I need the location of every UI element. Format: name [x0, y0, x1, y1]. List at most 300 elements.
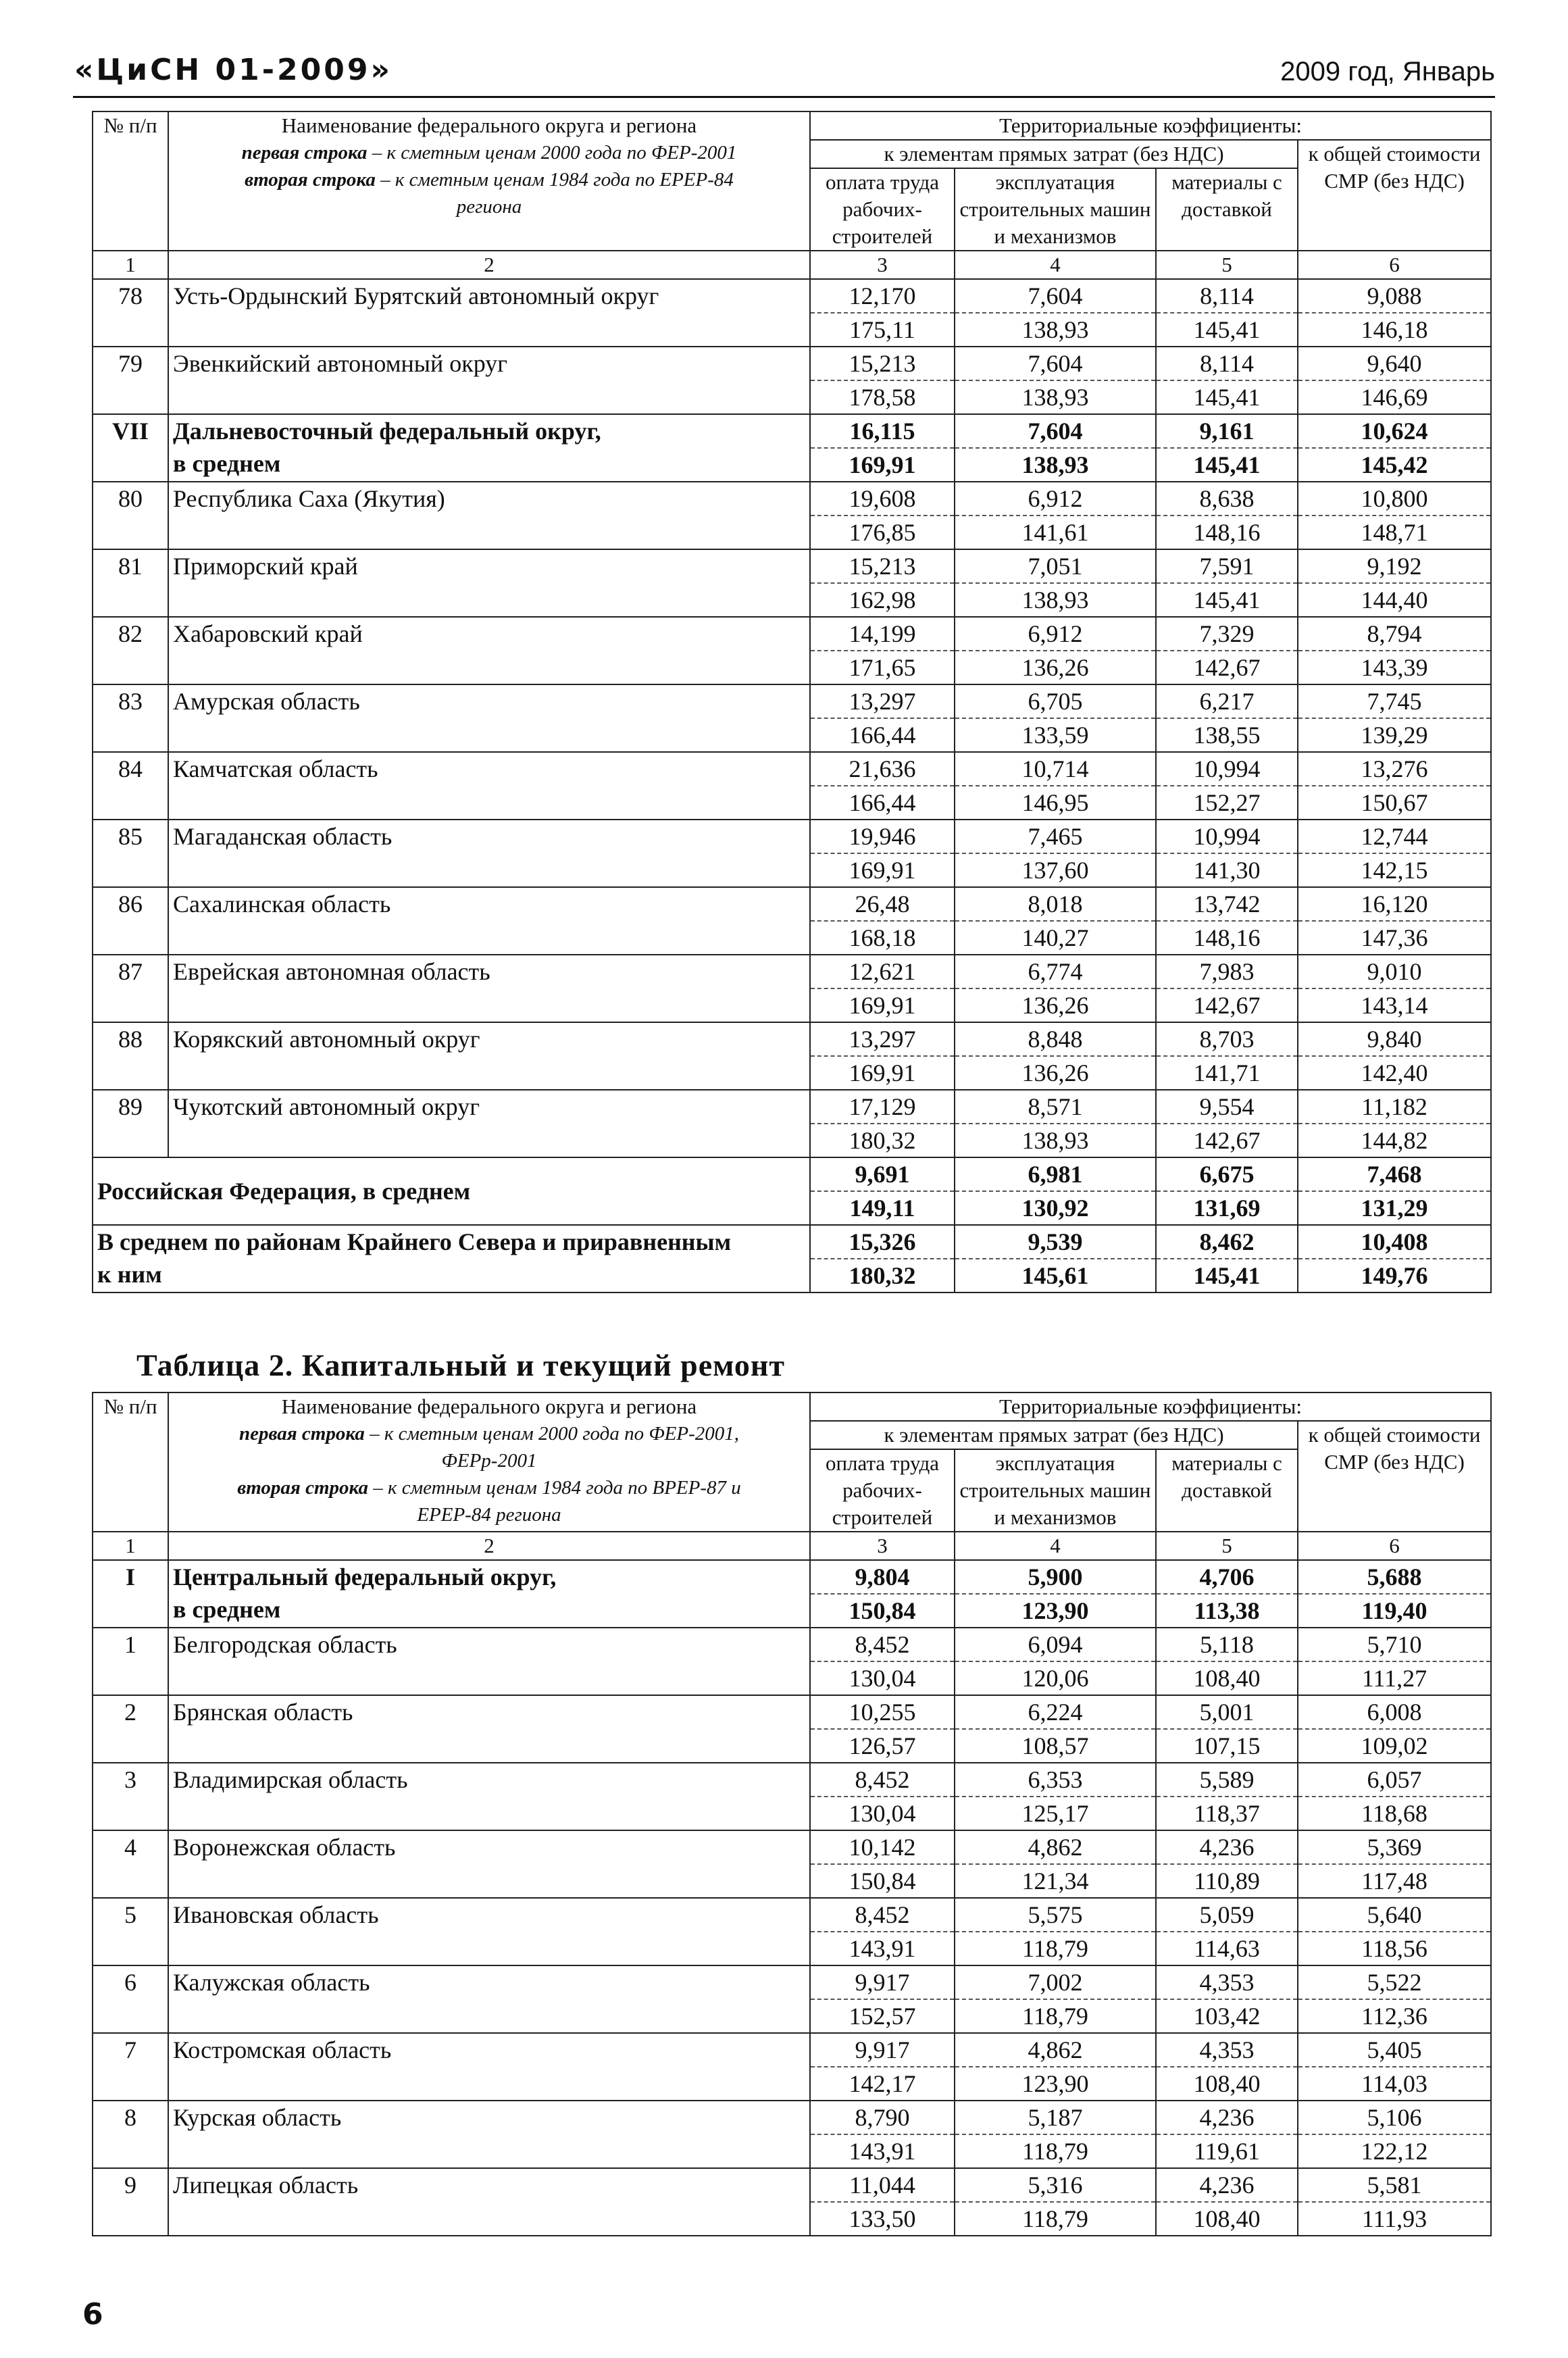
t2-region-name: Липецкая область	[168, 2168, 810, 2236]
t2-coef-2000-value: 4,353	[1156, 2033, 1298, 2067]
t2-coef-2000-value: 5,369	[1298, 1830, 1491, 1864]
summary-coef-1984-value: 131,69	[1156, 1191, 1298, 1225]
table-row	[93, 1830, 1491, 1864]
t2-coef-1984-value: 112,36	[1298, 1999, 1491, 2033]
t2-col-index-3: 3	[810, 1532, 955, 1560]
t2-col-header-coefficients: Территориальные коэффициенты:	[810, 1393, 1491, 1421]
table-row	[93, 752, 1491, 786]
t2-name-note-second-row	[173, 1474, 805, 1501]
t2-col-index-4: 4	[955, 1532, 1156, 1560]
t2-coef-1984-value: 108,40	[1156, 2202, 1298, 2236]
coef-1984-value: 141,30	[1156, 853, 1298, 887]
summary-coef-2000-value: 8,462	[1156, 1225, 1298, 1259]
row-number: 86	[93, 887, 168, 955]
t2-row-number: I	[93, 1560, 168, 1628]
summary-coef-2000-value: 15,326	[810, 1225, 955, 1259]
coefficients-table-1	[92, 111, 1492, 1293]
row-number: 79	[93, 347, 168, 414]
t2-coef-2000-value: 9,804	[810, 1560, 955, 1594]
coef-2000-value: 7,591	[1156, 549, 1298, 583]
table-row	[93, 1090, 1491, 1124]
name-note-first-lead: первая строка	[241, 142, 368, 164]
coef-2000-value: 10,624	[1298, 414, 1491, 448]
row-number: 89	[93, 1090, 168, 1157]
coef-1984-value: 176,85	[810, 516, 955, 549]
col-header-materials: материалы с доставкой	[1156, 168, 1298, 251]
coef-1984-value: 150,67	[1298, 786, 1491, 820]
col-header-labor: оплата труда рабочих-строителей	[810, 168, 955, 251]
t2-name-note-first-row-cont: ФЕРр-2001	[441, 1450, 537, 1472]
summary-row	[93, 1225, 1491, 1259]
coef-1984-value: 145,41	[1156, 583, 1298, 617]
region-name: Эвенкийский автономный округ	[168, 347, 810, 414]
t2-coef-1984-value: 143,91	[810, 1932, 955, 1965]
coef-2000-value: 21,636	[810, 752, 955, 786]
t2-coef-2000-value: 6,057	[1298, 1763, 1491, 1797]
coef-2000-value: 9,640	[1298, 347, 1491, 380]
t2-region-name: Белгородская область	[168, 1628, 810, 1695]
coef-2000-value: 9,192	[1298, 549, 1491, 583]
name-note-second-lead: вторая строка	[245, 169, 376, 191]
coef-1984-value: 169,91	[810, 988, 955, 1022]
t2-coef-2000-value: 4,862	[955, 2033, 1156, 2067]
coef-1984-value: 136,26	[955, 1056, 1156, 1090]
t2-row-number: 2	[93, 1695, 168, 1763]
document-code: «ЦиСН 01-2009»	[74, 53, 393, 87]
coef-2000-value: 10,714	[955, 752, 1156, 786]
summary-row	[93, 1157, 1491, 1191]
table-row	[93, 617, 1491, 651]
t2-coef-2000-value: 7,002	[955, 1965, 1156, 1999]
coef-2000-value: 12,170	[810, 279, 955, 313]
t2-name-note-second-lead: вторая строка	[237, 1477, 368, 1499]
coef-2000-value: 9,554	[1156, 1090, 1298, 1124]
coef-1984-value: 139,29	[1298, 718, 1491, 752]
summary-name	[93, 1225, 810, 1293]
table-1-summary	[93, 1157, 1491, 1293]
coef-1984-value: 168,18	[810, 921, 955, 955]
t2-coef-2000-value: 4,236	[1156, 2101, 1298, 2134]
t2-coef-2000-value: 5,106	[1298, 2101, 1491, 2134]
t2-coef-1984-value: 121,34	[955, 1864, 1156, 1898]
coef-2000-value: 7,329	[1156, 617, 1298, 651]
t2-coef-2000-value: 8,452	[810, 1898, 955, 1932]
coef-2000-value: 6,912	[955, 482, 1156, 516]
region-name: Чукотский автономный округ	[168, 1090, 810, 1157]
summary-name-line-2: к ним	[97, 1261, 162, 1288]
coef-2000-value: 7,745	[1298, 684, 1491, 718]
t2-coef-1984-value: 126,57	[810, 1729, 955, 1763]
t2-coef-1984-value: 133,50	[810, 2202, 955, 2236]
region-name: Республика Саха (Якутия)	[168, 482, 810, 549]
coef-2000-value: 7,465	[955, 820, 1156, 853]
table-row	[93, 482, 1491, 516]
t2-name-note-second-text: – к сметным ценам 1984 года по ВРЕР-87 и	[368, 1477, 741, 1499]
table-row	[93, 549, 1491, 583]
region-name: Камчатская область	[168, 752, 810, 820]
coef-1984-value: 137,60	[955, 853, 1156, 887]
table-row	[93, 1628, 1491, 1661]
col-index-1: 1	[93, 251, 168, 279]
table-row	[93, 684, 1491, 718]
region-name: Усть-Ордынский Бурятский автономный округ	[168, 279, 810, 347]
t2-coef-1984-value: 123,90	[955, 1594, 1156, 1628]
t2-coef-2000-value: 5,405	[1298, 2033, 1491, 2067]
t2-coef-1984-value: 110,89	[1156, 1864, 1298, 1898]
coef-2000-value: 9,088	[1298, 279, 1491, 313]
summary-coef-2000-value: 9,539	[955, 1225, 1156, 1259]
coef-2000-value: 6,217	[1156, 684, 1298, 718]
t2-col-header-name	[168, 1393, 810, 1532]
coef-1984-value: 144,40	[1298, 583, 1491, 617]
coef-2000-value: 19,946	[810, 820, 955, 853]
t2-coef-1984-value: 152,57	[810, 1999, 955, 2033]
table-row	[93, 1695, 1491, 1729]
t2-region-name: Брянская область	[168, 1695, 810, 1763]
t2-coef-2000-value: 9,917	[810, 1965, 955, 1999]
t2-col-index-5: 5	[1156, 1532, 1298, 1560]
t2-coef-1984-value: 125,17	[955, 1797, 1156, 1830]
col-header-number: № п/п	[93, 111, 168, 251]
coef-1984-value: 180,32	[810, 1124, 955, 1157]
t2-row-number: 3	[93, 1763, 168, 1830]
t2-coef-2000-value: 5,001	[1156, 1695, 1298, 1729]
page-number: 6	[82, 2297, 103, 2332]
coef-1984-value: 136,26	[955, 988, 1156, 1022]
row-number: 78	[93, 279, 168, 347]
document-date: 2009 год, Январь	[1280, 57, 1495, 86]
t2-row-number: 8	[93, 2101, 168, 2168]
coef-1984-value: 142,67	[1156, 988, 1298, 1022]
coef-1984-value: 146,18	[1298, 313, 1491, 347]
coef-2000-value: 14,199	[810, 617, 955, 651]
table-row	[93, 279, 1491, 313]
coef-1984-value: 145,42	[1298, 448, 1491, 482]
t2-coef-1984-value: 150,84	[810, 1594, 955, 1628]
t2-row-number: 9	[93, 2168, 168, 2236]
t2-coef-1984-value: 143,91	[810, 2134, 955, 2168]
row-number: 81	[93, 549, 168, 617]
coef-2000-value: 10,800	[1298, 482, 1491, 516]
t2-region-name: Калужская область	[168, 1965, 810, 2033]
t2-coef-1984-value: 109,02	[1298, 1729, 1491, 1763]
t2-coef-2000-value: 5,581	[1298, 2168, 1491, 2202]
t2-coef-1984-value: 120,06	[955, 1661, 1156, 1695]
t2-coef-1984-value: 118,79	[955, 2202, 1156, 2236]
summary-coef-2000-value: 7,468	[1298, 1157, 1491, 1191]
table-row	[93, 414, 1491, 448]
t2-coef-2000-value: 11,044	[810, 2168, 955, 2202]
table-row	[93, 1022, 1491, 1056]
coef-2000-value: 15,213	[810, 549, 955, 583]
table-row	[93, 820, 1491, 853]
coef-1984-value: 169,91	[810, 853, 955, 887]
col-index-2: 2	[168, 251, 810, 279]
t2-name-note-first-row	[173, 1420, 805, 1447]
t2-region-name: Владимирская область	[168, 1763, 810, 1830]
row-number: 85	[93, 820, 168, 887]
coef-1984-value: 148,16	[1156, 921, 1298, 955]
summary-coef-1984-value: 131,29	[1298, 1191, 1491, 1225]
t2-coef-1984-value: 118,56	[1298, 1932, 1491, 1965]
t2-region-name: Курская область	[168, 2101, 810, 2168]
t2-coef-2000-value: 6,094	[955, 1628, 1156, 1661]
t2-coef-2000-value: 6,353	[955, 1763, 1156, 1797]
coef-2000-value: 8,794	[1298, 617, 1491, 651]
t2-coef-1984-value: 118,79	[955, 1932, 1156, 1965]
coef-1984-value: 146,69	[1298, 380, 1491, 414]
t2-region-name-line-2: в среднем	[173, 1596, 281, 1623]
table-row	[93, 2168, 1491, 2202]
t2-coef-2000-value: 4,236	[1156, 2168, 1298, 2202]
region-name: Корякский автономный округ	[168, 1022, 810, 1090]
coef-1984-value: 144,82	[1298, 1124, 1491, 1157]
table-row	[93, 2101, 1491, 2134]
t2-region-name: Ивановская область	[168, 1898, 810, 1965]
table-2-body	[93, 1560, 1491, 2236]
coef-1984-value: 148,16	[1156, 516, 1298, 549]
t2-coef-1984-value: 122,12	[1298, 2134, 1491, 2168]
coef-2000-value: 10,994	[1156, 752, 1298, 786]
table-row	[93, 1898, 1491, 1932]
t2-coef-1984-value: 107,15	[1156, 1729, 1298, 1763]
summary-coef-1984-value: 145,41	[1156, 1259, 1298, 1293]
t2-region-name-line-1: Центральный федеральный округ,	[173, 1563, 557, 1590]
coef-2000-value: 7,604	[955, 279, 1156, 313]
t2-coef-1984-value: 142,17	[810, 2067, 955, 2101]
coef-2000-value: 7,051	[955, 549, 1156, 583]
t2-coef-1984-value: 117,48	[1298, 1864, 1491, 1898]
region-name-line-1: Дальневосточный федеральный округ,	[173, 418, 601, 445]
coef-1984-value: 145,41	[1156, 313, 1298, 347]
t2-coef-2000-value: 5,522	[1298, 1965, 1491, 1999]
t2-coef-2000-value: 5,640	[1298, 1898, 1491, 1932]
summary-coef-1984-value: 149,11	[810, 1191, 955, 1225]
coef-1984-value: 169,91	[810, 448, 955, 482]
t2-col-header-direct-costs: к элементам прямых затрат (без НДС)	[810, 1421, 1298, 1449]
coef-2000-value: 15,213	[810, 347, 955, 380]
t2-coef-2000-value: 4,862	[955, 1830, 1156, 1864]
summary-coef-2000-value: 9,691	[810, 1157, 955, 1191]
region-name: Приморский край	[168, 549, 810, 617]
summary-coef-1984-value: 145,61	[955, 1259, 1156, 1293]
t2-col-header-materials: материалы с доставкой	[1156, 1449, 1298, 1532]
table-row	[93, 1560, 1491, 1594]
col-header-coefficients: Территориальные коэффициенты:	[810, 111, 1491, 140]
t2-name-note-first-lead: первая строка	[238, 1423, 365, 1445]
t2-coef-1984-value: 123,90	[955, 2067, 1156, 2101]
coef-1984-value: 169,91	[810, 1056, 955, 1090]
coef-2000-value: 6,912	[955, 617, 1156, 651]
table-row	[93, 1965, 1491, 1999]
coef-2000-value: 12,744	[1298, 820, 1491, 853]
region-name: Хабаровский край	[168, 617, 810, 684]
t2-coef-2000-value: 10,255	[810, 1695, 955, 1729]
coef-1984-value: 141,71	[1156, 1056, 1298, 1090]
t2-name-note-region: ЕРЕР-84 региона	[417, 1504, 561, 1526]
t2-coef-2000-value: 5,589	[1156, 1763, 1298, 1797]
t2-col-index-2: 2	[168, 1532, 810, 1560]
summary-coef-2000-value: 6,981	[955, 1157, 1156, 1191]
t2-coef-2000-value: 5,688	[1298, 1560, 1491, 1594]
row-number: 84	[93, 752, 168, 820]
coef-2000-value: 8,703	[1156, 1022, 1298, 1056]
col-header-name	[168, 111, 810, 251]
row-number: 82	[93, 617, 168, 684]
coef-1984-value: 138,55	[1156, 718, 1298, 752]
coef-1984-value: 138,93	[955, 1124, 1156, 1157]
t2-col-header-number: № п/п	[93, 1393, 168, 1532]
t2-coef-1984-value: 114,63	[1156, 1932, 1298, 1965]
coef-2000-value: 7,983	[1156, 955, 1298, 988]
coef-2000-value: 8,571	[955, 1090, 1156, 1124]
col-index-3: 3	[810, 251, 955, 279]
coef-2000-value: 6,705	[955, 684, 1156, 718]
table-row	[93, 347, 1491, 380]
coef-2000-value: 13,297	[810, 684, 955, 718]
table-row	[93, 1763, 1491, 1797]
t2-col-header-machines: эксплуатация строительных машин и механизмов	[955, 1449, 1156, 1532]
name-note-second-row	[173, 166, 805, 193]
col-header-total-cost: к общей стоимости СМР (без НДС)	[1298, 140, 1491, 251]
col-index-6: 6	[1298, 251, 1491, 279]
coef-1984-value: 142,40	[1298, 1056, 1491, 1090]
coef-1984-value: 162,98	[810, 583, 955, 617]
coef-2000-value: 16,115	[810, 414, 955, 448]
summary-name: Российская Федерация, в среднем	[93, 1157, 810, 1225]
region-name-line-2: в среднем	[173, 450, 281, 477]
coef-1984-value: 138,93	[955, 313, 1156, 347]
t2-coef-2000-value: 5,118	[1156, 1628, 1298, 1661]
table-row	[93, 2033, 1491, 2067]
t2-coef-2000-value: 6,008	[1298, 1695, 1491, 1729]
coef-1984-value: 142,67	[1156, 651, 1298, 684]
t2-coef-1984-value: 130,04	[810, 1661, 955, 1695]
coef-1984-value: 136,26	[955, 651, 1156, 684]
coef-1984-value: 145,41	[1156, 448, 1298, 482]
t2-coef-2000-value: 5,710	[1298, 1628, 1491, 1661]
coef-2000-value: 8,114	[1156, 347, 1298, 380]
t2-coef-1984-value: 108,40	[1156, 1661, 1298, 1695]
coef-2000-value: 6,774	[955, 955, 1156, 988]
coef-2000-value: 9,010	[1298, 955, 1491, 988]
coef-1984-value: 146,95	[955, 786, 1156, 820]
t2-coef-2000-value: 8,452	[810, 1763, 955, 1797]
coef-2000-value: 11,182	[1298, 1090, 1491, 1124]
summary-name-line-1: В среднем по районам Крайнего Севера и приравненным	[97, 1228, 732, 1255]
coef-1984-value: 138,93	[955, 583, 1156, 617]
t2-coef-2000-value: 5,575	[955, 1898, 1156, 1932]
coef-1984-value: 142,15	[1298, 853, 1491, 887]
t2-col-header-name-title: Наименование федерального округа и региона	[281, 1395, 697, 1418]
t2-coef-2000-value: 5,187	[955, 2101, 1156, 2134]
coef-1984-value: 166,44	[810, 786, 955, 820]
t2-coef-2000-value: 4,706	[1156, 1560, 1298, 1594]
coef-2000-value: 8,018	[955, 887, 1156, 921]
col-header-direct-costs: к элементам прямых затрат (без НДС)	[810, 140, 1298, 168]
coef-1984-value: 133,59	[955, 718, 1156, 752]
row-number: 80	[93, 482, 168, 549]
name-note-second-text: – к сметным ценам 1984 года по ЕРЕР-84	[375, 169, 734, 191]
coef-2000-value: 8,848	[955, 1022, 1156, 1056]
t2-coef-1984-value: 108,57	[955, 1729, 1156, 1763]
coef-2000-value: 13,297	[810, 1022, 955, 1056]
t2-coef-2000-value: 10,142	[810, 1830, 955, 1864]
table-row	[93, 955, 1491, 988]
region-name	[168, 414, 810, 482]
coef-2000-value: 8,114	[1156, 279, 1298, 313]
coef-2000-value: 13,742	[1156, 887, 1298, 921]
t2-coef-1984-value: 130,04	[810, 1797, 955, 1830]
t2-row-number: 6	[93, 1965, 168, 2033]
name-note-region: региона	[456, 196, 522, 218]
header-rule	[73, 96, 1495, 98]
summary-coef-1984-value: 130,92	[955, 1191, 1156, 1225]
t2-coef-1984-value: 111,93	[1298, 2202, 1491, 2236]
t2-name-note-first-text: – к сметным ценам 2000 года по ФЕР-2001,	[364, 1423, 740, 1445]
table-2-title: Таблица 2. Капитальный и текущий ремонт	[136, 1348, 786, 1382]
t2-coef-2000-value: 5,316	[955, 2168, 1156, 2202]
coef-2000-value: 17,129	[810, 1090, 955, 1124]
coef-2000-value: 7,604	[955, 414, 1156, 448]
row-number: 88	[93, 1022, 168, 1090]
coef-1984-value: 145,41	[1156, 380, 1298, 414]
coef-1984-value: 178,58	[810, 380, 955, 414]
col-index-5: 5	[1156, 251, 1298, 279]
coef-2000-value: 19,608	[810, 482, 955, 516]
coef-1984-value: 142,67	[1156, 1124, 1298, 1157]
t2-col-index-1: 1	[93, 1532, 168, 1560]
name-note-first-text: – к сметным ценам 2000 года по ФЕР-2001	[367, 142, 737, 164]
t2-coef-1984-value: 114,03	[1298, 2067, 1491, 2101]
t2-coef-1984-value: 119,40	[1298, 1594, 1491, 1628]
coef-1984-value: 140,27	[955, 921, 1156, 955]
coef-2000-value: 9,840	[1298, 1022, 1491, 1056]
t2-region-name: Костромская область	[168, 2033, 810, 2101]
coef-2000-value: 16,120	[1298, 887, 1491, 921]
t2-region-name	[168, 1560, 810, 1628]
t2-row-number: 4	[93, 1830, 168, 1898]
t2-col-index-6: 6	[1298, 1532, 1491, 1560]
coefficients-table-2	[92, 1392, 1492, 2236]
t2-region-name: Воронежская область	[168, 1830, 810, 1898]
row-number: 87	[93, 955, 168, 1022]
t2-coef-1984-value: 118,79	[955, 1999, 1156, 2033]
t2-col-header-total-cost: к общей стоимости СМР (без НДС)	[1298, 1421, 1491, 1532]
coef-1984-value: 171,65	[810, 651, 955, 684]
t2-coef-1984-value: 113,38	[1156, 1594, 1298, 1628]
t2-coef-1984-value: 119,61	[1156, 2134, 1298, 2168]
coef-2000-value: 8,638	[1156, 482, 1298, 516]
coef-1984-value: 166,44	[810, 718, 955, 752]
row-number: 83	[93, 684, 168, 752]
region-name: Амурская область	[168, 684, 810, 752]
table-row	[93, 887, 1491, 921]
t2-coef-1984-value: 118,37	[1156, 1797, 1298, 1830]
t2-coef-2000-value: 5,059	[1156, 1898, 1298, 1932]
t2-coef-1984-value: 108,40	[1156, 2067, 1298, 2101]
t2-row-number: 7	[93, 2033, 168, 2101]
region-name: Сахалинская область	[168, 887, 810, 955]
name-note-first-row	[173, 139, 805, 166]
coef-1984-value: 143,39	[1298, 651, 1491, 684]
coef-1984-value: 141,61	[955, 516, 1156, 549]
t2-coef-1984-value: 118,68	[1298, 1797, 1491, 1830]
col-header-machines: эксплуатация строительных машин и механизмов	[955, 168, 1156, 251]
col-index-4: 4	[955, 251, 1156, 279]
coef-1984-value: 152,27	[1156, 786, 1298, 820]
t2-coef-2000-value: 5,900	[955, 1560, 1156, 1594]
